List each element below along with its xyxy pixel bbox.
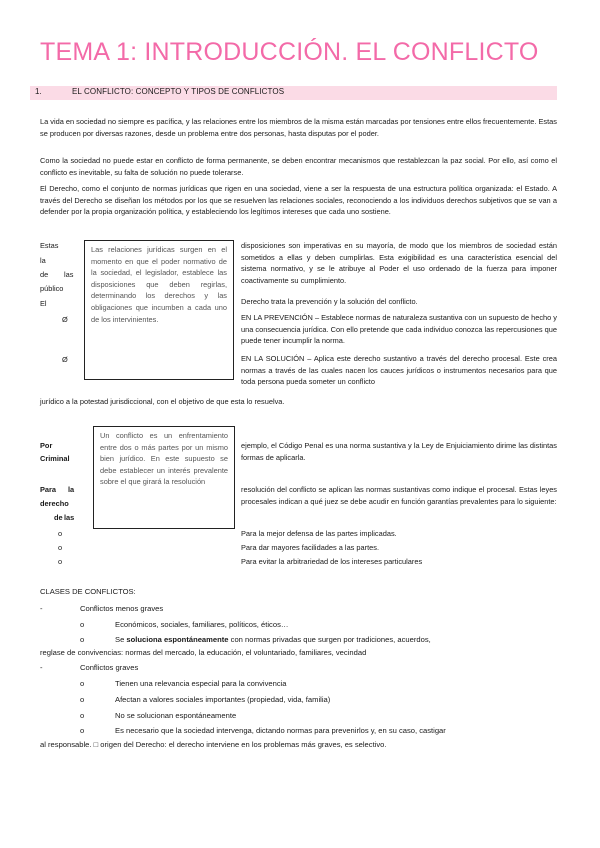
right-paragraph-derecho: Derecho trata la prevención y la solución del conflicto. <box>241 297 418 306</box>
bullet-item: Para la mejor defensa de las partes implicadas. <box>241 529 397 538</box>
sub-bullet-marker: o <box>80 726 85 735</box>
sub-bullet-marker: o <box>80 695 85 704</box>
right-paragraph-disposiciones: disposiciones son imperativas en su mayoría, de modo que los miembros de sociedad están sometidos a ellas y deben cumplirlas. Esta exigibilidad es una característica esencial del sistema normativo, y se le atribuye al Poder el uso ordenado de la fuerza para imponer coactivamente su cumplimiento. <box>241 241 557 285</box>
sub-bullet-marker: o <box>80 635 85 644</box>
right-paragraph-resolucion: resolución del conflicto se aplican las normas sustantivas como indique el procesal. Estas leyes procesales indican a qué juez se debe acudir en función garantías prevalentes para lo siguiente: <box>241 485 557 506</box>
dash-marker: - <box>40 604 43 613</box>
left-word: las <box>64 513 75 522</box>
sub-item: Afectan a valores sociales importantes (propiedad, vida, familia) <box>115 695 331 704</box>
bullet-marker: o <box>58 543 63 552</box>
left-word: de <box>54 513 63 522</box>
sub-item-post: con normas privadas que surgen por tradiciones, acuerdos, <box>228 635 431 644</box>
section-number: 1. <box>35 87 42 96</box>
sub-item-bold: soluciona espontáneamente <box>126 635 229 644</box>
right-paragraph-solucion: EN LA SOLUCIÓN – Aplica este derecho sustantivo a través del derecho procesal. Este crea normas a través de las cuales nacen los cauces jurídicos o instrumentos necesarios para que toda persona pueda someter un conflicto <box>241 354 557 387</box>
left-word: público <box>40 284 64 293</box>
sub-item: Es necesario que la sociedad intervenga, dictando normas para prevenirlos y, en su caso, castigar <box>115 726 446 735</box>
sub-item-pre: Se <box>115 635 127 644</box>
bullet-item: Para evitar la arbitrariedad de los intereses particulares <box>241 557 423 566</box>
intro-paragraph-2: Como la sociedad no puede estar en conflicto de forma permanente, se deben encontrar mecanismos que restablezcan la paz social. Por ello, así como el conflicto es inevitable, su falta de solución no puede tolerarse. <box>40 156 557 177</box>
left-word: Estas <box>40 241 59 250</box>
definition-box-conflicto: Un conflicto es un enfrentamiento entre dos o más partes por un mismo bien jurídico. En este supuesto se debe establecer un interés prevalente sobre el que girará la resolución <box>93 426 235 529</box>
left-word: Para <box>40 485 57 494</box>
left-word: la <box>68 485 75 494</box>
right-paragraph-ejemplo: ejemplo, el Código Penal es una norma sustantiva y la Ley de Enjuiciamiento dirime las distintas formas de aplicarla. <box>241 441 557 462</box>
sub-item-continuation: reglase de convivencias: normas del mercado, la educación, el voluntariado, familiares, vecindad <box>40 648 367 657</box>
sub-item: No se solucionan espontáneamente <box>115 711 237 720</box>
right-paragraph-prevencion: EN LA PREVENCIÓN – Establece normas de naturaleza sustantiva con un supuesto de hecho y una consecuencia jurídica. Con ello pretende que cada individuo conozca las repercusiones que puede tener incumplir la norma. <box>241 313 557 346</box>
page-title: TEMA 1: INTRODUCCIÓN. EL CONFLICTO <box>40 38 539 66</box>
definition-box-relaciones: Las relaciones jurídicas surgen en el momento en que el poder normativo de la sociedad, el legislador, establece las disposiciones que deben regirlas, determinando los derechos y las obligaciones que incumben a cada uno de los intervinientes. <box>84 240 234 380</box>
list-item-menos-graves: Conflictos menos graves <box>80 604 164 613</box>
bullet-marker: o <box>58 557 63 566</box>
sub-item <box>115 634 431 646</box>
section-title: EL CONFLICTO: CONCEPTO Y TIPOS DE CONFLICTOS <box>72 87 285 96</box>
left-word: de <box>40 270 49 279</box>
arrow-bullet: Ø <box>62 355 68 364</box>
intro-paragraph-3: El Derecho, como el conjunto de normas jurídicas que rigen en una sociedad, viene a ser la respuesta de una estructura política organizada: el Estado. A través del Derecho se diseñan los métodos por los que se resuelven las relaciones sociales, reconociendo a los individuos derechos subjetivos que se van a defender por la propia organización política, y estableciendo los legítimos intereses que cada uno sostiene. <box>40 184 557 217</box>
list-item-graves: Conflictos graves <box>80 663 139 672</box>
left-word: derecho <box>40 499 69 508</box>
sub-item: Económicos, sociales, familiares, políticos, éticos… <box>115 620 289 629</box>
sub-bullet-marker: o <box>80 620 85 629</box>
block1-tail: jurídico a la potestad jurisdiccional, con el objetivo de que esta lo resuelva. <box>40 397 285 406</box>
sub-item-continuation: al responsable. □ origen del Derecho: el derecho interviene en los problemas más graves, es selectivo. <box>40 740 387 749</box>
left-word: Criminal <box>40 454 70 463</box>
clases-heading: CLASES DE CONFLICTOS: <box>40 587 136 596</box>
intro-paragraph-1: La vida en sociedad no siempre es pacífica, y las relaciones entre los miembros de la misma están marcadas por tensiones entre ellos frecuentemente. Estas se producen por diversas razones, desde un problema entre dos personas, hasta disputas por el poder. <box>40 117 557 138</box>
sub-bullet-marker: o <box>80 679 85 688</box>
left-word: la <box>40 256 46 265</box>
bullet-item: Para dar mayores facilidades a las partes. <box>241 543 380 552</box>
bullet-marker: o <box>58 529 63 538</box>
arrow-bullet: Ø <box>62 315 68 324</box>
sub-item: Tienen una relevancia especial para la convivencia <box>115 679 287 688</box>
left-word: las <box>64 270 74 279</box>
sub-bullet-marker: o <box>80 711 85 720</box>
dash-marker: - <box>40 663 43 672</box>
left-word: Por <box>40 441 53 450</box>
left-word: El <box>40 299 47 308</box>
